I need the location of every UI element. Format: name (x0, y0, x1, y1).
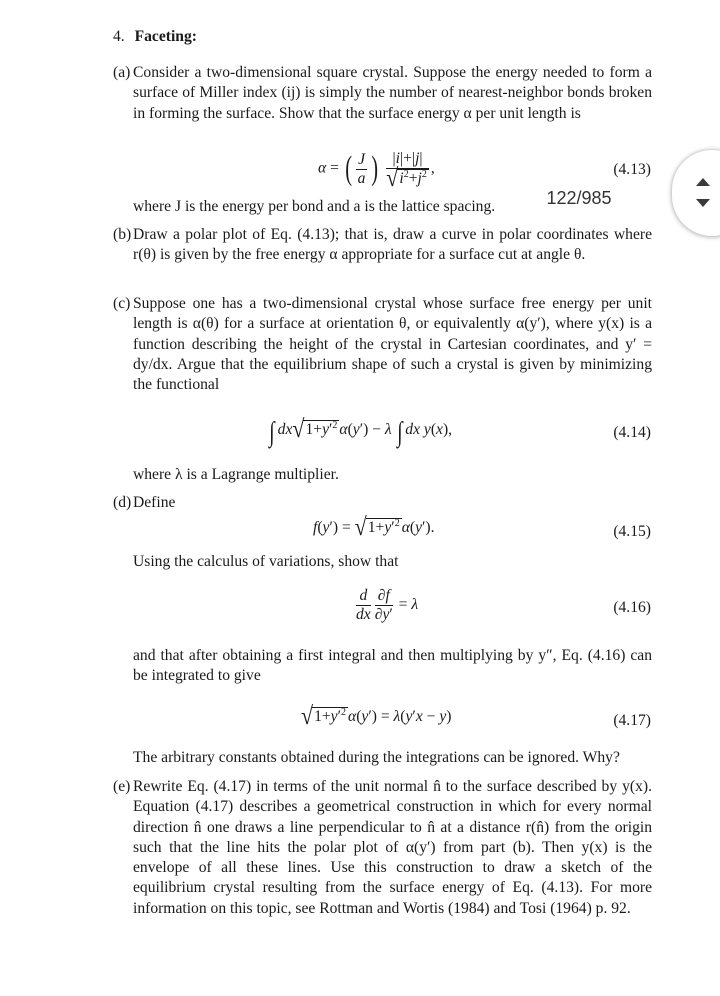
part-c-text: Suppose one has a two-dimensional crystal whose surface free energy per unit length is α(θ) for a surface at orientation θ, or equivalently α(y′), where y(x) is a function describing the height of the crystal in Cartesian coordinates, and y′ = dy/dx. Argue that the equilibrium shape of such a crystal is given by minimizing the functional (133, 295, 652, 394)
part-c-label: (c) (113, 295, 131, 312)
problem-number: 4. (113, 28, 125, 45)
eq-4-16-number: (4.16) (613, 599, 651, 616)
part-c-after: where λ is a Lagrange multiplier. (133, 466, 339, 483)
up-arrow-icon[interactable] (696, 178, 710, 186)
part-d-after16: and that after obtaining a first integral and then multiplying by y″, Eq. (4.16) can be integrated to give (133, 647, 652, 685)
problem-heading (113, 27, 197, 47)
equation-4-15: $f(y') = √1+y'^2$ α(y′). (313, 512, 435, 541)
down-arrow-icon[interactable] (696, 199, 710, 207)
part-d-text: Define (133, 494, 176, 511)
part-b-label: (b) (113, 226, 132, 243)
equation-4-14: ∫ $dx√1+y'^2$ α(y′) − λ ∫ dx y(x), (269, 414, 453, 448)
part-e-label: (e) (113, 778, 131, 795)
equation-4-16: $\frac{d}{dx}$ $\frac{\partial f}{\partial y'}$ = λ (356, 587, 419, 623)
part-a-after: where J is the energy per bond and a is the lattice spacing. (133, 198, 496, 215)
equation-4-13: α = ( $\frac{J}{a}$ ) $\frac{|i|+|j|}{√i^2+j^2}$ , (318, 149, 435, 192)
eq-4-15-number: (4.15) (613, 523, 651, 540)
part-e-text: Rewrite Eq. (4.17) in terms of the unit normal n̂ to the surface described by y(x). Equation (4.17) describes a geometrical construction in which for every normal direction n̂ one draws a line perpendicular to n̂ at a distance r(n̂) from the origin such that the line hits the polar plot of α(y′) from part (b). Then y(x) is the envelope of all these lines. Use this construction to draw a sketch of the equilibrium crystal resulting from the surface energy of Eq. (4.13). For more information on this topic, see Rottman and Wortis (1984) and Tosi (1964) p. 92. (133, 778, 652, 917)
equation-4-17: $√1+y'^2$ α(y′) = λ(y′x − y) (301, 701, 452, 730)
page-counter: 122/985 (533, 180, 625, 216)
eq-4-14-number: (4.14) (613, 424, 651, 441)
part-a-text: Consider a two-dimensional square crystal. Suppose the energy needed to form a surface of Miller index (ij) is simply the number of nearest-neighbor bonds broken in forming the surface. Show that the surface energy α per unit length is (133, 64, 652, 122)
problem-title: Faceting: (134, 28, 197, 45)
part-d-label: (d) (113, 494, 132, 511)
eq-4-13-number: (4.13) (613, 161, 651, 178)
part-d-closing: The arbitrary constants obtained during the integrations can be ignored. Why? (133, 749, 620, 766)
part-b-text: Draw a polar plot of Eq. (4.13); that is, draw a curve in polar coordinates where r(θ) is given by the free energy α appropriate for a surface cut at angle θ. (133, 226, 652, 264)
fast-scroll-handle[interactable] (672, 150, 720, 236)
part-a-label: (a) (113, 64, 131, 81)
eq-4-17-number: (4.17) (613, 712, 651, 729)
part-d-middle: Using the calculus of variations, show that (133, 553, 399, 570)
